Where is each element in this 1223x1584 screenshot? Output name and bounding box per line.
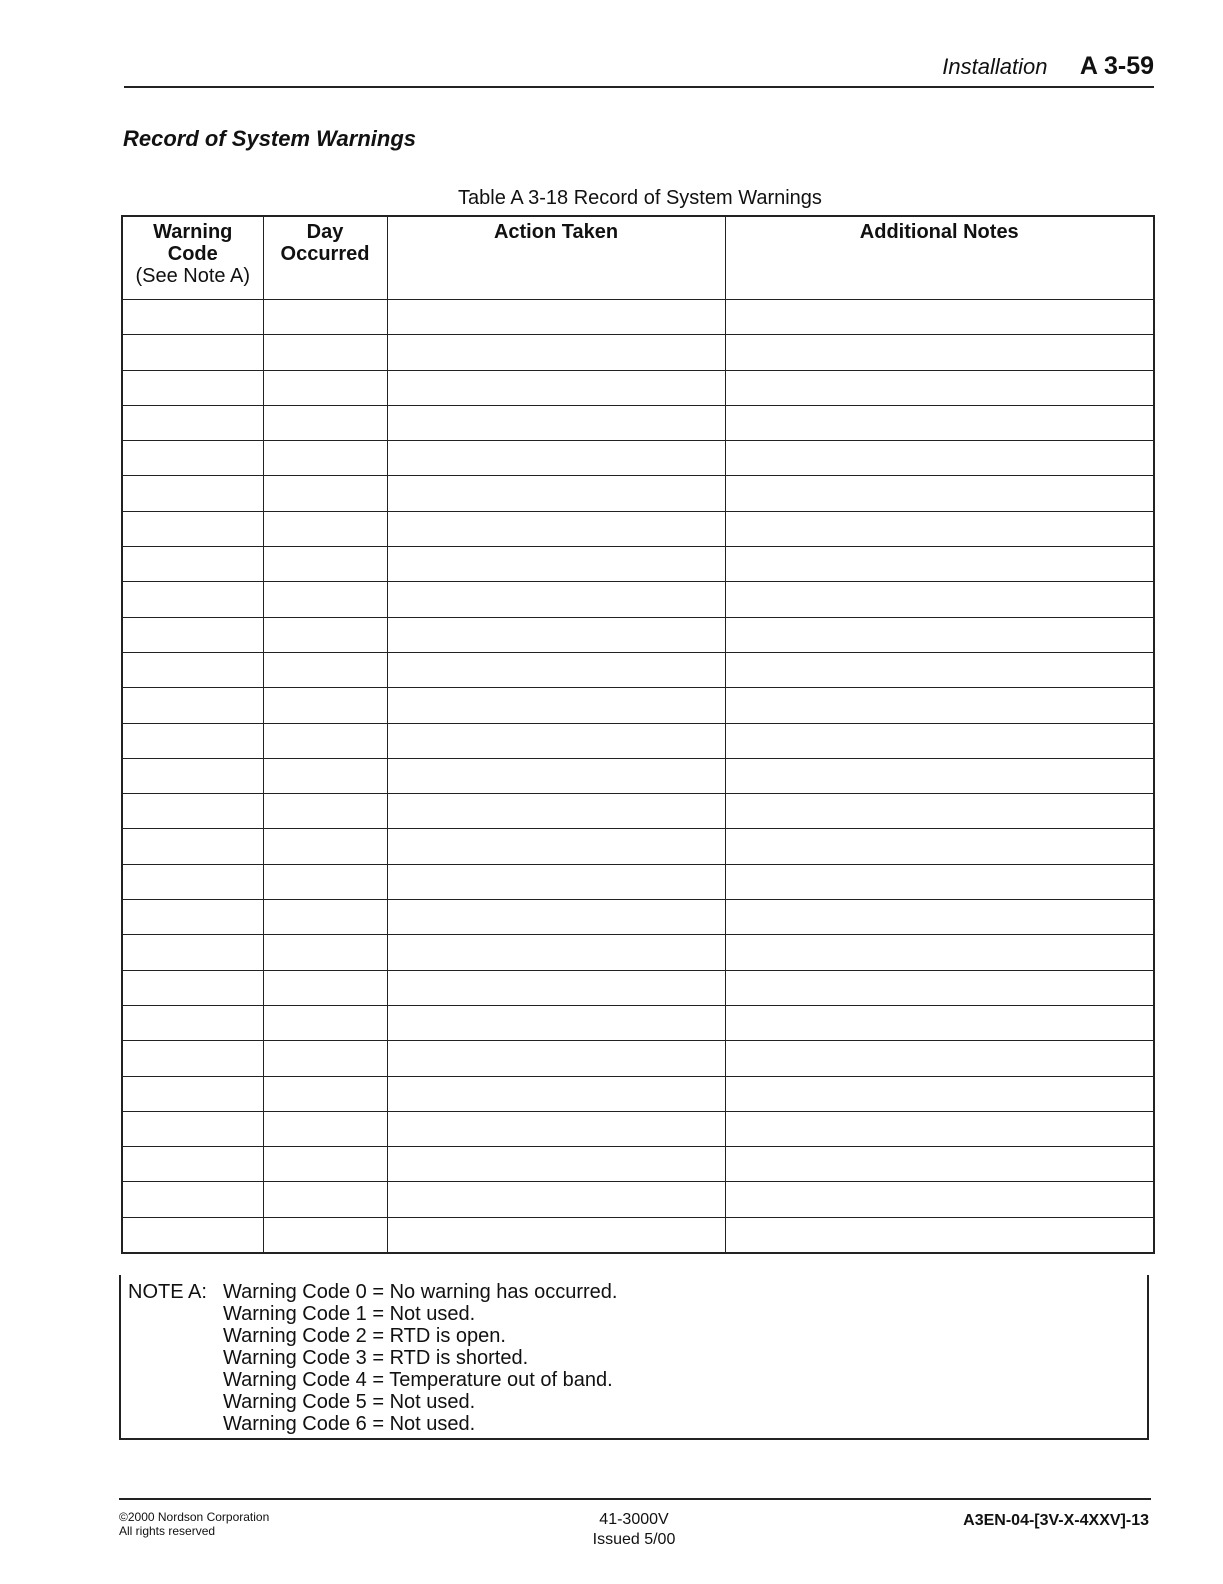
note-line: Warning Code 0 = No warning has occurred. [223, 1281, 618, 1303]
cell-warning-code [122, 1005, 263, 1040]
cell-day-occurred [263, 1041, 387, 1076]
table-row [122, 1041, 1154, 1076]
note-label: NOTE A: [128, 1281, 207, 1303]
copyright-text: ©2000 Nordson Corporation [119, 1510, 270, 1524]
cell-action-taken [387, 1041, 725, 1076]
cell-day-occurred [263, 547, 387, 582]
cell-action-taken [387, 1111, 725, 1146]
cell-warning-code [122, 476, 263, 511]
warnings-record-table [121, 215, 1155, 1254]
cell-additional-notes [725, 1041, 1154, 1076]
table-row [122, 652, 1154, 687]
cell-additional-notes [725, 688, 1154, 723]
table-body [122, 300, 1154, 1254]
cell-warning-code [122, 300, 263, 335]
cell-action-taken [387, 617, 725, 652]
cell-day-occurred [263, 864, 387, 899]
cell-additional-notes [725, 617, 1154, 652]
cell-day-occurred [263, 1111, 387, 1146]
column-header-line: Code [167, 243, 218, 265]
footer-doc-info [554, 1510, 714, 1550]
header-page-number: A 3-59 [1079, 52, 1154, 80]
column-header-line: Warning [153, 221, 233, 243]
table-row [122, 794, 1154, 829]
cell-day-occurred [263, 900, 387, 935]
cell-additional-notes [725, 1076, 1154, 1111]
cell-warning-code [122, 900, 263, 935]
table-row [122, 547, 1154, 582]
cell-additional-notes [725, 1182, 1154, 1217]
cell-day-occurred [263, 582, 387, 617]
rights-text: All rights reserved [119, 1524, 216, 1538]
table-row [122, 723, 1154, 758]
footer-copyright [119, 1510, 269, 1538]
note-a-box [119, 1275, 1149, 1440]
cell-additional-notes [725, 511, 1154, 546]
table-row [122, 441, 1154, 476]
column-header-note-ref: (See Note A) [135, 265, 250, 287]
cell-warning-code [122, 1111, 263, 1146]
cell-action-taken [387, 476, 725, 511]
cell-day-occurred [263, 935, 387, 970]
table-row [122, 1076, 1154, 1111]
cell-day-occurred [263, 1147, 387, 1182]
cell-day-occurred [263, 617, 387, 652]
cell-additional-notes [725, 582, 1154, 617]
column-header-line: Day [306, 221, 344, 243]
table-row [122, 582, 1154, 617]
cell-additional-notes [725, 547, 1154, 582]
column-header-line: Occurred [280, 243, 370, 265]
cell-action-taken [387, 829, 725, 864]
cell-action-taken [387, 1005, 725, 1040]
cell-action-taken [387, 1076, 725, 1111]
cell-action-taken [387, 900, 725, 935]
column-header-line: Action Taken [493, 221, 619, 243]
table-row [122, 511, 1154, 546]
table-row [122, 935, 1154, 970]
cell-additional-notes [725, 900, 1154, 935]
cell-additional-notes [725, 970, 1154, 1005]
table-header-row [122, 216, 1154, 300]
cell-action-taken [387, 300, 725, 335]
header-section-title: Installation [942, 54, 1048, 79]
cell-day-occurred [263, 476, 387, 511]
cell-action-taken [387, 688, 725, 723]
cell-additional-notes [725, 370, 1154, 405]
cell-action-taken [387, 1217, 725, 1253]
table-row [122, 1217, 1154, 1253]
cell-warning-code [122, 335, 263, 370]
cell-additional-notes [725, 723, 1154, 758]
cell-warning-code [122, 617, 263, 652]
cell-day-occurred [263, 758, 387, 793]
cell-warning-code [122, 652, 263, 687]
table-row [122, 405, 1154, 440]
cell-additional-notes [725, 829, 1154, 864]
table-row [122, 829, 1154, 864]
cell-additional-notes [725, 794, 1154, 829]
table-row [122, 688, 1154, 723]
footer-rule [119, 1498, 1151, 1500]
cell-warning-code [122, 1217, 263, 1253]
cell-warning-code [122, 723, 263, 758]
table-caption: Table A 3-18 Record of System Warnings [458, 187, 822, 209]
cell-action-taken [387, 864, 725, 899]
cell-day-occurred [263, 794, 387, 829]
cell-day-occurred [263, 1076, 387, 1111]
cell-additional-notes [725, 935, 1154, 970]
cell-additional-notes [725, 476, 1154, 511]
cell-day-occurred [263, 511, 387, 546]
cell-day-occurred [263, 1005, 387, 1040]
table-row [122, 900, 1154, 935]
cell-day-occurred [263, 688, 387, 723]
cell-additional-notes [725, 758, 1154, 793]
cell-action-taken [387, 758, 725, 793]
page-header [124, 52, 1154, 88]
cell-day-occurred [263, 970, 387, 1005]
column-header-warning-code [122, 216, 263, 300]
note-line: Warning Code 2 = RTD is open. [223, 1325, 506, 1347]
cell-additional-notes [725, 1147, 1154, 1182]
cell-action-taken [387, 405, 725, 440]
cell-action-taken [387, 723, 725, 758]
cell-additional-notes [725, 1111, 1154, 1146]
cell-additional-notes [725, 1217, 1154, 1253]
cell-warning-code [122, 864, 263, 899]
cell-day-occurred [263, 1217, 387, 1253]
table-row [122, 864, 1154, 899]
cell-warning-code [122, 547, 263, 582]
table-row [122, 617, 1154, 652]
cell-warning-code [122, 405, 263, 440]
table-row [122, 300, 1154, 335]
cell-warning-code [122, 511, 263, 546]
cell-action-taken [387, 935, 725, 970]
cell-day-occurred [263, 723, 387, 758]
cell-warning-code [122, 1182, 263, 1217]
cell-action-taken [387, 652, 725, 687]
cell-warning-code [122, 829, 263, 864]
cell-warning-code [122, 1076, 263, 1111]
cell-warning-code [122, 1041, 263, 1076]
cell-warning-code [122, 441, 263, 476]
cell-action-taken [387, 441, 725, 476]
cell-additional-notes [725, 864, 1154, 899]
note-line: Warning Code 6 = Not used. [223, 1413, 476, 1435]
table-row [122, 1182, 1154, 1217]
cell-action-taken [387, 511, 725, 546]
note-line: Warning Code 1 = Not used. [223, 1303, 476, 1325]
table-row [122, 1111, 1154, 1146]
table-row [122, 758, 1154, 793]
cell-additional-notes [725, 441, 1154, 476]
cell-action-taken [387, 1182, 725, 1217]
note-list [223, 1281, 617, 1435]
cell-day-occurred [263, 335, 387, 370]
cell-day-occurred [263, 405, 387, 440]
cell-additional-notes [725, 335, 1154, 370]
cell-day-occurred [263, 441, 387, 476]
section-heading: Record of System Warnings [123, 126, 416, 151]
note-line: Warning Code 4 = Temperature out of band. [223, 1369, 613, 1391]
cell-warning-code [122, 970, 263, 1005]
cell-day-occurred [263, 652, 387, 687]
cell-action-taken [387, 970, 725, 1005]
cell-warning-code [122, 935, 263, 970]
cell-day-occurred [263, 370, 387, 405]
cell-action-taken [387, 335, 725, 370]
column-header-line: Additional Notes [859, 221, 1019, 243]
cell-warning-code [122, 1147, 263, 1182]
table-row [122, 476, 1154, 511]
footer-doc-code: A3EN-04-[3V-X-4XXV]-13 [963, 1512, 1149, 1529]
cell-day-occurred [263, 829, 387, 864]
table-row [122, 335, 1154, 370]
column-header-day-occurred [263, 216, 387, 300]
cell-additional-notes [725, 405, 1154, 440]
cell-warning-code [122, 794, 263, 829]
doc-number: 41-3000V [599, 1511, 669, 1528]
table-row [122, 1005, 1154, 1040]
cell-additional-notes [725, 300, 1154, 335]
cell-warning-code [122, 758, 263, 793]
issued-date: Issued 5/00 [592, 1531, 676, 1548]
cell-warning-code [122, 582, 263, 617]
cell-warning-code [122, 370, 263, 405]
column-header-action-taken [387, 216, 725, 300]
cell-day-occurred [263, 300, 387, 335]
cell-action-taken [387, 1147, 725, 1182]
table-row [122, 1147, 1154, 1182]
cell-action-taken [387, 582, 725, 617]
cell-action-taken [387, 794, 725, 829]
note-line: Warning Code 5 = Not used. [223, 1391, 476, 1413]
column-header-additional-notes [725, 216, 1154, 300]
table-row [122, 970, 1154, 1005]
table-row [122, 370, 1154, 405]
cell-additional-notes [725, 1005, 1154, 1040]
cell-action-taken [387, 370, 725, 405]
cell-warning-code [122, 688, 263, 723]
cell-day-occurred [263, 1182, 387, 1217]
cell-action-taken [387, 547, 725, 582]
note-line: Warning Code 3 = RTD is shorted. [223, 1347, 529, 1369]
cell-additional-notes [725, 652, 1154, 687]
